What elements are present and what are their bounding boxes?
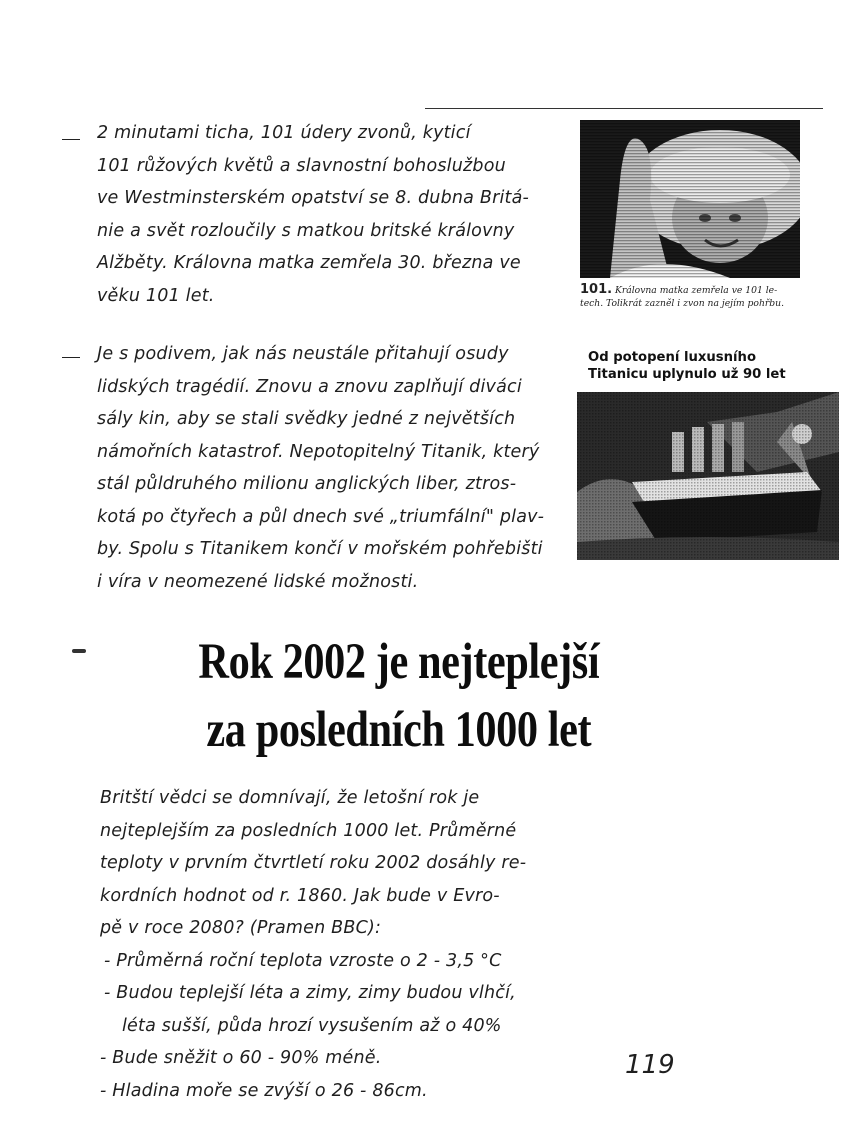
text-line: i víra v neomezené lidské možnosti.: [97, 571, 419, 592]
titanic-image: [577, 392, 839, 560]
bullet-dash: [72, 649, 86, 653]
text-line: Britští vědci se domnívají, že letošní rok je: [100, 788, 480, 808]
text-line: lidských tragédií. Znovu a znovu zaplňují diváci: [97, 376, 522, 397]
text-line: kordních hodnot od r. 1860. Jak bude v Evro-: [100, 885, 500, 906]
bullet-item: - Budou teplejší léta a zimy, zimy budou vlhčí,: [104, 983, 516, 1003]
article-headline: [100, 628, 698, 764]
text-line: 101 růžových květů a slavnostní bohoslužbou: [97, 155, 506, 176]
titanic-photo: [577, 392, 839, 560]
queen-photo-caption: [580, 284, 820, 310]
climate-paragraph: [100, 782, 526, 1107]
titanic-paragraph: [97, 338, 544, 598]
bullet-dash: [62, 357, 80, 358]
text-line: Alžběty. Královna matka zemřela 30. března ve: [97, 253, 521, 273]
clipping-headline-line: Titanicu uplynulo už 90 let: [588, 366, 786, 382]
bullet-item-continuation: léta sušší, půda hrozí vysušením až o 40%: [122, 1015, 502, 1036]
text-line: by. Spolu s Titanikem končí v mořském pohřebišti: [97, 539, 543, 559]
text-line: věku 101 let.: [97, 285, 215, 306]
headline-line-1: Rok 2002 je nejteplejší: [198, 634, 600, 690]
text-line: kotá po čtyřech a půl dnech své „triumfální" plav-: [97, 506, 545, 527]
bullet-item: - Bude sněžit o 60 - 90% méně.: [100, 1048, 382, 1068]
titanic-clipping-headline: [588, 350, 843, 383]
text-line: Je s podivem, jak nás neustále přitahují osudy: [97, 344, 509, 364]
text-line: ve Westminsterském opatství se 8. dubna Britá-: [97, 188, 530, 208]
queen-mother-photo: [580, 120, 800, 278]
bullet-item: - Průměrná roční teplota vzroste o 2 - 3,5 °C: [104, 950, 502, 971]
headline-line-2: za posledních 1000 let: [206, 702, 592, 758]
clipping-headline-line: Od potopení luxusního: [588, 350, 756, 365]
text-line: pě v roce 2080? (Pramen BBC):: [100, 918, 382, 938]
page-number: 119: [625, 1050, 675, 1080]
bullet-item: - Hladina moře se zvýší o 26 - 86cm.: [100, 1080, 428, 1101]
caption-number: 101.: [580, 282, 613, 297]
top-rule: [425, 108, 823, 109]
text-line: nejteplejším za posledních 1000 let. Průměrné: [100, 820, 517, 841]
queen-mother-paragraph: [97, 117, 529, 312]
text-line: stál půldruhého milionu anglických liber, ztros-: [97, 474, 517, 494]
caption-text: Královna matka zemřela ve 101 le-: [615, 285, 778, 296]
bullet-dash: [62, 139, 80, 140]
text-line: nie a svět rozloučily s matkou britské královny: [97, 220, 515, 241]
queen-mother-image: [580, 120, 800, 278]
text-line: námořních katastrof. Nepotopitelný Titanik, který: [97, 441, 540, 462]
caption-text-2: tech. Tolikrát zazněl i zvon na jejím pohřbu.: [580, 297, 784, 309]
text-line: 2 minutami ticha, 101 údery zvonů, kyticí: [97, 123, 471, 143]
text-line: sály kin, aby se stali svědky jedné z největších: [97, 409, 516, 429]
text-line: teploty v prvním čtvrtletí roku 2002 dosáhly re-: [100, 853, 527, 873]
